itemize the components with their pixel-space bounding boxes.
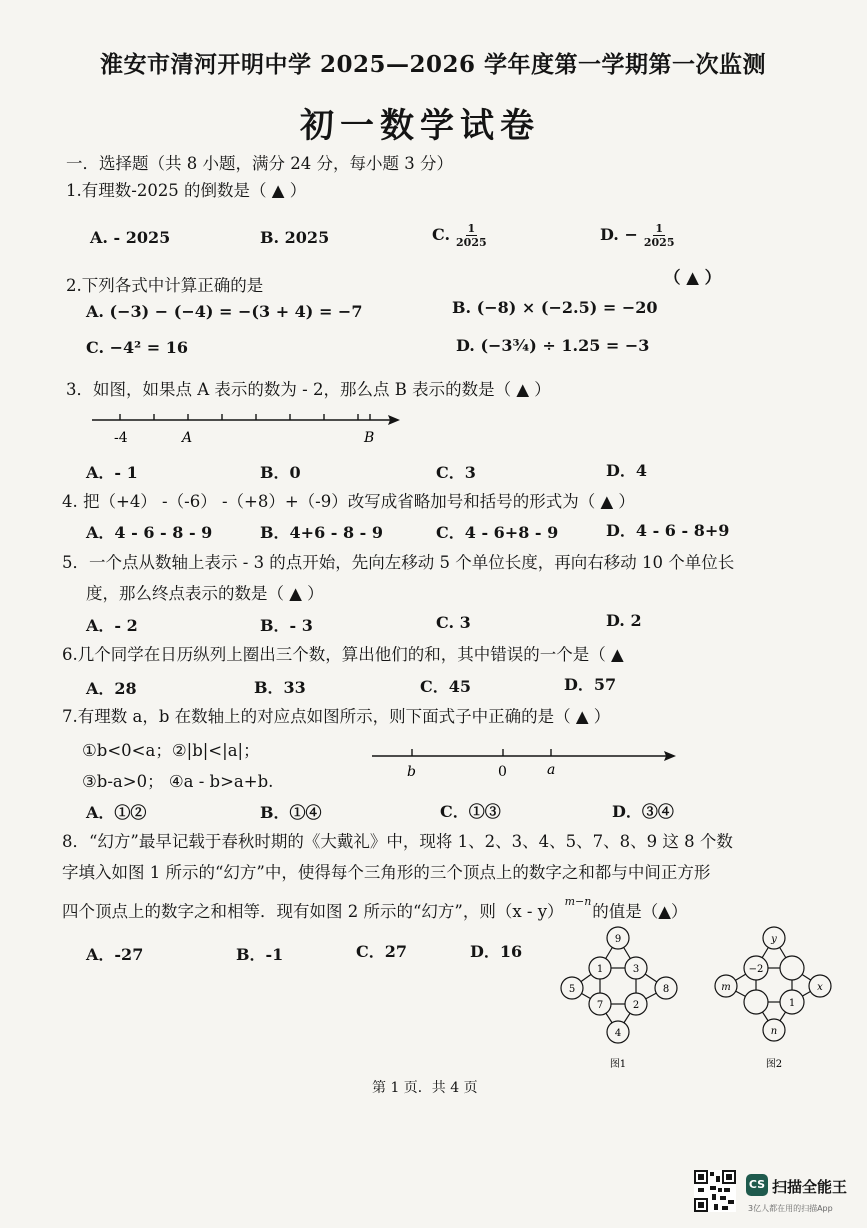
q8-exponent: m−n <box>564 895 592 908</box>
q7-statements-line2: ③b-a>0； ④a - b>a+b. <box>82 772 274 791</box>
q5-option-c: C. 3 <box>436 613 471 632</box>
q1-option-c-label: C. <box>432 225 451 244</box>
q8-option-d: D．16 <box>470 942 523 961</box>
q4-option-c: C．4 - 6+8 - 9 <box>436 523 559 542</box>
fig2-node-bottom: n <box>770 1026 778 1037</box>
q1-c-fraction <box>456 222 487 249</box>
q1-option-a: A. - 2025 <box>90 228 171 247</box>
fig1-node-left: 5 <box>568 984 576 995</box>
q1-option-b: B. 2025 <box>260 228 330 247</box>
q8-stem-line3-text: 四个顶点上的数字之和相等．现有如图 2 所示的“幻方”，则（x - y） <box>62 902 564 921</box>
q6-option-c: C．45 <box>420 677 472 696</box>
q7-label-zero: 0 <box>498 764 507 780</box>
q2-stem: 2.下列各式中计算正确的是 <box>66 276 264 295</box>
q3-label-minus4: -4 <box>114 430 128 446</box>
fig1-node-bottom: 4 <box>614 1028 622 1039</box>
q3-label-a: A <box>182 430 193 446</box>
q3-option-b: B．0 <box>260 463 301 482</box>
q7-label-b: b <box>407 764 416 780</box>
q2-option-c: C. −4² = 16 <box>86 338 188 357</box>
q7-label-a: a <box>547 762 556 778</box>
q2-answer-paren: （ ▲ ） <box>664 268 722 287</box>
fraction-numerator: 1 <box>655 222 663 235</box>
q8-stem-line3 <box>62 895 688 922</box>
camscanner-logo-icon: CS <box>746 1174 768 1196</box>
q5-option-b: B．- 3 <box>260 616 313 635</box>
magic-square-figure-1 <box>552 922 688 1072</box>
fig2-node-left: m <box>721 982 731 993</box>
fraction-numerator: 1 <box>467 222 476 235</box>
scanner-brand: 扫描全能王 <box>772 1178 848 1196</box>
q7-option-d: D．③④ <box>612 802 674 821</box>
fig1-node-square-tr: 3 <box>632 964 640 975</box>
q7-option-b: B．①④ <box>260 803 322 822</box>
q6-stem: 6.几个同学在日历纵列上圈出三个数，算出他们的和，其中错误的一个是（ ▲ <box>62 645 624 664</box>
qr-code-icon <box>694 1170 736 1212</box>
q2-option-d: D. (−3¾) ÷ 1.25 = −3 <box>456 336 650 355</box>
q7-statements-line1: ①b<0<a；②|b|<|a|； <box>82 741 260 760</box>
q3-label-b: B <box>364 430 375 446</box>
q5-option-a: A．- 2 <box>86 616 138 635</box>
section-heading: 一．选择题（共 8 小题，满分 24 分，每小题 3 分） <box>66 154 453 173</box>
q8-option-b: B．-1 <box>236 945 284 964</box>
q1-option-c <box>432 222 487 249</box>
q5-stem-line1: 5．一个点从数轴上表示 - 3 的点开始，先向左移动 5 个单位长度，再向右移动 10 个单位长 <box>62 553 735 572</box>
fig2-node-right: x <box>817 982 823 993</box>
fraction-denominator: 2025 <box>643 236 675 249</box>
q8-option-c: C．27 <box>356 942 408 961</box>
q1-stem: 1.有理数-2025 的倒数是（ ▲ ） <box>66 181 307 200</box>
q8-stem-line1: 8．“幻方”最早记载于春秋时期的《大戴礼》中，现将 1、2、3、4、5、7、8、9 这 8 个数 <box>62 832 733 851</box>
page-footer: 第 1 页．共 4 页 <box>372 1080 478 1096</box>
q4-option-b: B．4+6 - 8 - 9 <box>260 523 384 542</box>
exam-title: 初一数学试卷 <box>300 106 540 146</box>
q5-stem-line2: 度，那么终点表示的数是（ ▲ ） <box>86 584 324 603</box>
q8-stem-line3-end: 的值是（▲） <box>592 902 688 921</box>
fig1-node-right: 8 <box>662 984 670 995</box>
fig1-node-top: 9 <box>614 934 622 945</box>
q3-option-d: D．4 <box>606 461 648 480</box>
q2-option-b: B. (−8) × (−2.5) = −20 <box>452 298 658 317</box>
q3-number-line <box>88 408 408 450</box>
q3-stem: 3．如图，如果点 A 表示的数为 - 2，那么点 B 表示的数是（ ▲ ） <box>66 380 551 399</box>
scanner-tagline: 3亿人都在用的扫描App <box>748 1204 833 1213</box>
fig2-caption: 图2 <box>765 1059 783 1070</box>
q1-option-d <box>600 222 674 249</box>
q3-option-c: C．3 <box>436 463 476 482</box>
q2-option-a: A. (−3) − (−4) = −(3 + 4) = −7 <box>86 302 363 321</box>
exam-header: 淮安市清河开明中学 2025—2026 学年度第一学期第一次监测 <box>100 51 767 78</box>
q1-option-d-label: D. − <box>600 225 638 244</box>
fraction-denominator: 2025 <box>456 236 487 249</box>
fig1-caption: 图1 <box>609 1059 627 1070</box>
q3-option-a: A．- 1 <box>86 463 138 482</box>
q4-option-a: A．4 - 6 - 8 - 9 <box>86 523 213 542</box>
q6-option-a: A．28 <box>86 679 137 698</box>
q6-option-d: D．57 <box>564 675 617 694</box>
q8-stem-line2: 字填入如图 1 所示的“幻方”中，使得每个三角形的三个顶点上的数字之和都与中间正方形 <box>62 863 711 882</box>
q1-d-fraction <box>644 222 675 249</box>
fig2-node-square-br: 1 <box>788 998 796 1009</box>
q7-stem: 7.有理数 a，b 在数轴上的对应点如图所示，则下面式子中正确的是（ ▲ ） <box>62 707 611 726</box>
fig2-node-square-tl: −2 <box>748 964 764 975</box>
q5-option-d: D. 2 <box>606 611 642 630</box>
q4-stem: 4. 把（+4） -（-6） -（+8）+（-9）改写成省略加号和括号的形式为（ ▲ ） <box>62 492 635 511</box>
q8-option-a: A．-27 <box>86 945 144 964</box>
q6-option-b: B．33 <box>254 678 306 697</box>
fig2-node-top: y <box>771 934 777 945</box>
fig1-node-square-tl: 1 <box>596 964 604 975</box>
fig1-node-square-bl: 7 <box>596 1000 604 1011</box>
q4-option-d: D．4 - 6 - 8+9 <box>606 521 730 540</box>
q7-option-a: A．①② <box>86 803 147 822</box>
q7-option-c: C．①③ <box>440 802 501 821</box>
magic-square-figure-2 <box>706 922 842 1072</box>
q7-number-line <box>370 744 680 780</box>
fig1-node-square-br: 2 <box>632 1000 640 1011</box>
